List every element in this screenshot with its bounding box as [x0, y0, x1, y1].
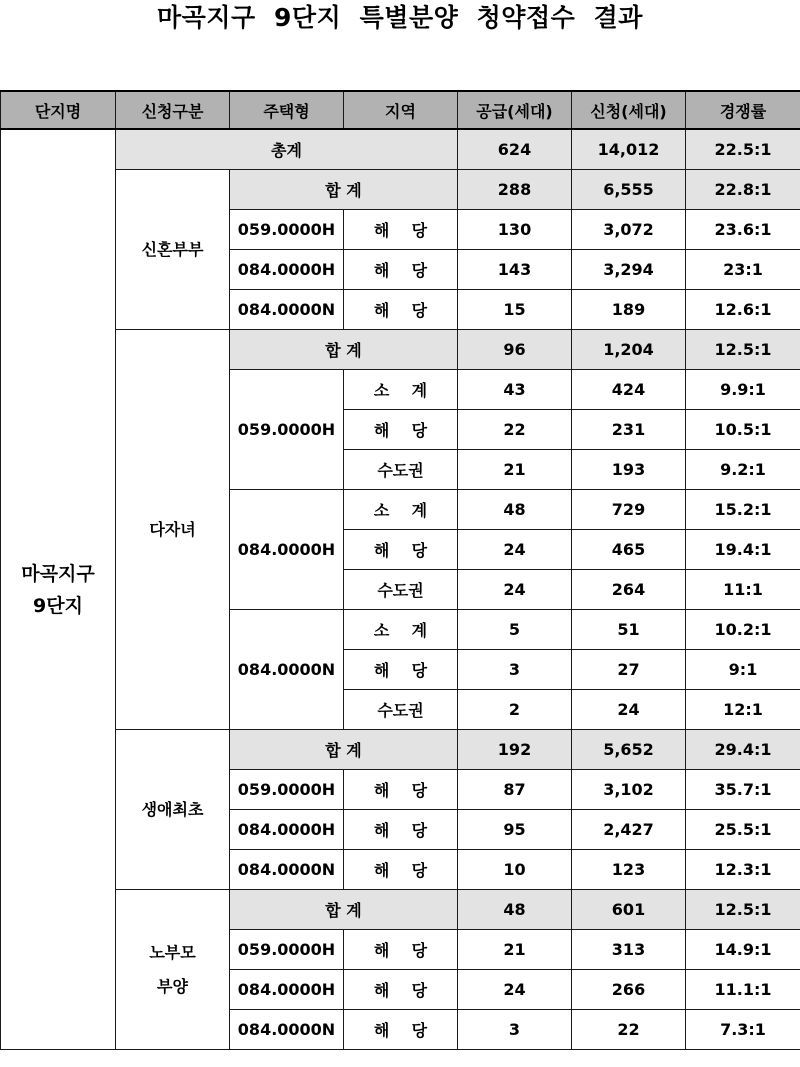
total-supply: 624 [458, 129, 572, 170]
supply: 48 [458, 490, 572, 530]
region: 해 당 [344, 930, 458, 970]
applied: 424 [572, 370, 686, 410]
applied: 2,427 [572, 810, 686, 850]
subtotal-ratio: 12.5:1 [686, 330, 800, 370]
applied: 729 [572, 490, 686, 530]
region: 소 계 [344, 370, 458, 410]
subtotal-supply: 192 [458, 730, 572, 770]
applied: 465 [572, 530, 686, 570]
region: 해 당 [344, 290, 458, 330]
region: 수도권 [344, 450, 458, 490]
applied: 189 [572, 290, 686, 330]
ratio: 15.2:1 [686, 490, 800, 530]
applied: 3,294 [572, 250, 686, 290]
supply: 43 [458, 370, 572, 410]
category-cell [116, 890, 230, 1050]
category-cell [116, 730, 230, 890]
ratio: 12.6:1 [686, 290, 800, 330]
complex-name: 마곡지구 [21, 562, 95, 585]
header-region: 지역 [344, 91, 458, 129]
header-ratio: 경쟁률 [686, 91, 800, 129]
page-title: 마곡지구 9단지 특별분양 청약접수 결과 [157, 3, 643, 32]
region: 해 당 [344, 210, 458, 250]
header-house-type: 주택형 [230, 91, 344, 129]
applied: 27 [572, 650, 686, 690]
supply: 24 [458, 570, 572, 610]
applied: 51 [572, 610, 686, 650]
category-label: 신혼부부 [141, 239, 204, 259]
subtotal-applied: 5,652 [572, 730, 686, 770]
house-type: 084.0000N [230, 850, 344, 890]
subtotal-supply: 48 [458, 890, 572, 930]
applied: 123 [572, 850, 686, 890]
category-label: 다자녀 [149, 519, 196, 539]
complex-name-cell [1, 129, 116, 1050]
region: 해 당 [344, 650, 458, 690]
house-type: 059.0000H [230, 370, 344, 490]
subtotal-ratio: 22.8:1 [686, 170, 800, 210]
house-type: 059.0000H [230, 930, 344, 970]
supply: 5 [458, 610, 572, 650]
region: 수도권 [344, 570, 458, 610]
applied: 22 [572, 1010, 686, 1050]
supply: 95 [458, 810, 572, 850]
supply: 87 [458, 770, 572, 810]
applied: 3,102 [572, 770, 686, 810]
region: 수도권 [344, 690, 458, 730]
subtotal-ratio: 29.4:1 [686, 730, 800, 770]
subtotal-label: 합 계 [230, 170, 458, 210]
ratio: 12:1 [686, 690, 800, 730]
table-row [1, 129, 800, 170]
ratio: 7.3:1 [686, 1010, 800, 1050]
supply: 2 [458, 690, 572, 730]
category-cell [116, 170, 230, 330]
total-ratio: 22.5:1 [686, 129, 800, 170]
subtotal-applied: 6,555 [572, 170, 686, 210]
applied: 231 [572, 410, 686, 450]
supply: 22 [458, 410, 572, 450]
ratio: 23.6:1 [686, 210, 800, 250]
supply: 21 [458, 930, 572, 970]
ratio: 23:1 [686, 250, 800, 290]
table-row [1, 730, 800, 770]
header-complex: 단지명 [1, 91, 116, 129]
category-label: 생애최초 [141, 799, 204, 819]
total-applied: 14,012 [572, 129, 686, 170]
header-applied: 신청(세대) [572, 91, 686, 129]
subtotal-supply: 288 [458, 170, 572, 210]
category-cell [116, 330, 230, 730]
total-label: 총계 [116, 129, 458, 170]
ratio: 9.2:1 [686, 450, 800, 490]
category-label: 노부모 [149, 942, 196, 962]
ratio: 25.5:1 [686, 810, 800, 850]
region: 해 당 [344, 250, 458, 290]
results-table [0, 90, 800, 1050]
ratio: 12.3:1 [686, 850, 800, 890]
subtotal-supply: 96 [458, 330, 572, 370]
subtotal-label: 합 계 [230, 730, 458, 770]
region: 해 당 [344, 770, 458, 810]
region: 해 당 [344, 1010, 458, 1050]
region: 해 당 [344, 850, 458, 890]
house-type: 084.0000N [230, 1010, 344, 1050]
applied: 266 [572, 970, 686, 1010]
ratio: 9.9:1 [686, 370, 800, 410]
table-row [1, 890, 800, 930]
region: 소 계 [344, 490, 458, 530]
house-type: 084.0000H [230, 970, 344, 1010]
applied: 24 [572, 690, 686, 730]
complex-block: 9단지 [33, 594, 83, 617]
ratio: 10.5:1 [686, 410, 800, 450]
applied: 193 [572, 450, 686, 490]
ratio: 11:1 [686, 570, 800, 610]
region: 소 계 [344, 610, 458, 650]
ratio: 11.1:1 [686, 970, 800, 1010]
table-row [1, 330, 800, 370]
ratio: 10.2:1 [686, 610, 800, 650]
table-header-row [1, 91, 800, 129]
supply: 24 [458, 530, 572, 570]
supply: 10 [458, 850, 572, 890]
house-type: 084.0000H [230, 250, 344, 290]
house-type: 084.0000N [230, 610, 344, 730]
supply: 143 [458, 250, 572, 290]
applied: 3,072 [572, 210, 686, 250]
ratio: 19.4:1 [686, 530, 800, 570]
house-type: 084.0000N [230, 290, 344, 330]
subtotal-label: 합 계 [230, 890, 458, 930]
applied: 264 [572, 570, 686, 610]
ratio: 9:1 [686, 650, 800, 690]
house-type: 059.0000H [230, 770, 344, 810]
supply: 130 [458, 210, 572, 250]
supply: 21 [458, 450, 572, 490]
subtotal-applied: 601 [572, 890, 686, 930]
supply: 24 [458, 970, 572, 1010]
supply: 3 [458, 650, 572, 690]
applied: 313 [572, 930, 686, 970]
house-type: 084.0000H [230, 810, 344, 850]
subtotal-ratio: 12.5:1 [686, 890, 800, 930]
supply: 3 [458, 1010, 572, 1050]
category-label-line2: 부양 [157, 976, 188, 996]
region: 해 당 [344, 410, 458, 450]
header-supply: 공급(세대) [458, 91, 572, 129]
house-type: 059.0000H [230, 210, 344, 250]
subtotal-applied: 1,204 [572, 330, 686, 370]
house-type: 084.0000H [230, 490, 344, 610]
supply: 15 [458, 290, 572, 330]
table-row [1, 170, 800, 210]
ratio: 14.9:1 [686, 930, 800, 970]
subtotal-label: 합 계 [230, 330, 458, 370]
region: 해 당 [344, 530, 458, 570]
region: 해 당 [344, 970, 458, 1010]
ratio: 35.7:1 [686, 770, 800, 810]
header-category: 신청구분 [116, 91, 230, 129]
region: 해 당 [344, 810, 458, 850]
